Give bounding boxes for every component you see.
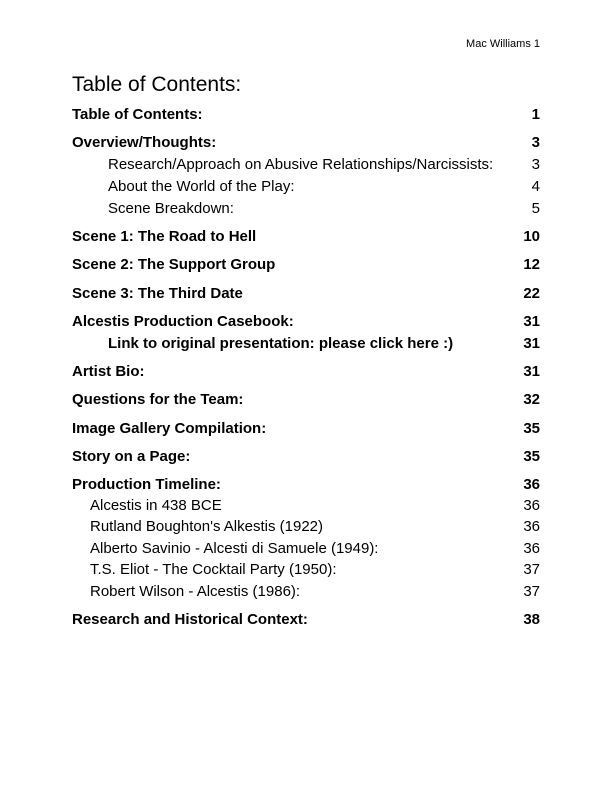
- toc-entry-label: Table of Contents:: [72, 106, 203, 123]
- toc-entry-page: 35: [523, 448, 540, 465]
- toc-entry-story-on-a-page[interactable]: [72, 448, 540, 466]
- toc-entry-questions[interactable]: [72, 391, 540, 409]
- toc-entry-scene-breakdown[interactable]: [108, 200, 540, 218]
- toc-entry-label: Link to original presentation: please click here :): [108, 335, 454, 352]
- toc-entry-image-gallery[interactable]: [72, 420, 540, 438]
- toc-entry-page: 38: [523, 611, 540, 628]
- toc-entry-table-of-contents[interactable]: [72, 106, 540, 124]
- toc-entry-label: Image Gallery Compilation:: [72, 420, 267, 437]
- toc-entry-page: 3: [531, 134, 540, 151]
- toc-entry-label: Research and Historical Context:: [72, 611, 308, 628]
- toc-entry-label: About the World of the Play:: [108, 178, 295, 195]
- toc-entry-label: Production Timeline:: [72, 476, 221, 493]
- running-header: Mac Williams 1: [466, 38, 540, 50]
- toc-entry-page: 32: [523, 391, 540, 408]
- toc-entry-page: 10: [523, 228, 540, 245]
- toc-entry-page: 3: [531, 156, 540, 173]
- page-title: Table of Contents:: [72, 73, 242, 96]
- toc-entry-world-of-play[interactable]: [108, 178, 540, 196]
- toc-entry-page: 31: [523, 313, 540, 330]
- toc-entry-label: Scene 2: The Support Group: [72, 256, 276, 273]
- toc-entry-boughton[interactable]: [90, 518, 540, 536]
- toc-entry-overview[interactable]: [72, 134, 540, 152]
- toc-entry-research-context[interactable]: [72, 611, 540, 629]
- toc-entry-page: 1: [531, 106, 540, 123]
- toc-entry-page: 35: [523, 420, 540, 437]
- toc-entry-page: 5: [531, 200, 540, 217]
- toc-entry-label: Scene 3: The Third Date: [72, 285, 243, 302]
- toc-entry-label: Alberto Savinio - Alcesti di Samuele (1949):: [90, 540, 379, 557]
- toc-entry-page: 36: [523, 476, 540, 493]
- toc-entry-page: 31: [523, 363, 540, 380]
- toc-entry-page: 36: [523, 518, 540, 535]
- toc-entry-page: 36: [523, 497, 540, 514]
- toc-entry-label: T.S. Eliot - The Cocktail Party (1950):: [90, 561, 337, 578]
- toc-entry-label: Story on a Page:: [72, 448, 191, 465]
- toc-entry-production-timeline[interactable]: [72, 476, 540, 494]
- toc-entry-page: 37: [523, 561, 540, 578]
- toc-entry-label: Scene 1: The Road to Hell: [72, 228, 257, 245]
- toc-entry-page: 22: [523, 285, 540, 302]
- toc-entry-label: Alcestis in 438 BCE: [90, 497, 222, 514]
- toc-entry-label: Artist Bio:: [72, 363, 145, 380]
- toc-entry-label: Alcestis Production Casebook:: [72, 313, 294, 330]
- toc-entry-artist-bio[interactable]: [72, 363, 540, 381]
- toc-entry-page: 12: [523, 256, 540, 273]
- toc-entry-label: Scene Breakdown:: [108, 200, 234, 217]
- toc-entry-label: Rutland Boughton's Alkestis (1922): [90, 518, 324, 535]
- toc-entry-casebook[interactable]: [72, 313, 540, 331]
- toc-entry-alcestis-438[interactable]: [90, 497, 540, 515]
- toc-entry-page: 4: [531, 178, 540, 195]
- toc-entry-scene-1[interactable]: [72, 228, 540, 246]
- toc-entry-research-approach[interactable]: [108, 156, 540, 174]
- toc-entry-label: Research/Approach on Abusive Relationships/Narcissists:: [108, 156, 494, 173]
- toc-entry-label: Questions for the Team:: [72, 391, 244, 408]
- toc-entry-page: 31: [523, 335, 540, 352]
- toc-entry-eliot[interactable]: [90, 561, 540, 579]
- toc-entry-label: Robert Wilson - Alcestis (1986):: [90, 583, 301, 600]
- toc-entry-wilson[interactable]: [90, 583, 540, 601]
- toc-entry-scene-3[interactable]: [72, 285, 540, 303]
- toc-entry-page: 37: [523, 583, 540, 600]
- toc-entry-page: 36: [523, 540, 540, 557]
- toc-entry-label: Overview/Thoughts:: [72, 134, 217, 151]
- toc-entry-savinio[interactable]: [90, 540, 540, 558]
- toc-entry-scene-2[interactable]: [72, 256, 540, 274]
- toc-entry-presentation-link[interactable]: [108, 335, 540, 353]
